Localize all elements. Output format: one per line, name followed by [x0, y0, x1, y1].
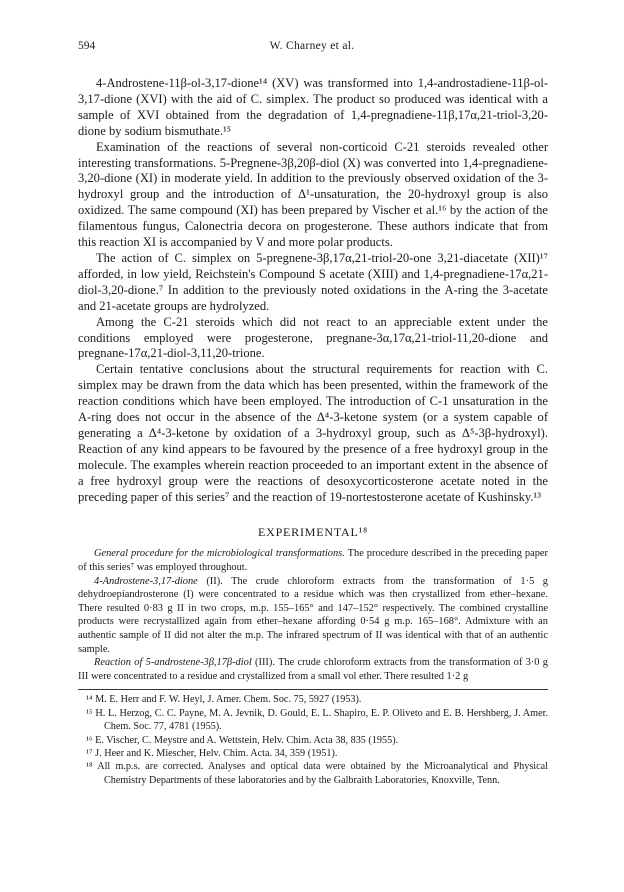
paragraph-5: Certain tentative conclusions about the structural requirements for reaction with C. simplex may be drawn from the data which has been presented, within the framework of the reaction conditions which have been employed. The introduction of C-1 unsaturation in the A-ring does not occur in the absence of the Δ⁴-3-ketone system (or a system capable of generating a Δ⁴-3-ketone by oxidation of a 3-hydroxyl group, such as Δ⁵-3β-hydroxyl). Reaction of any kind appears to be favoured by the presence of a free hydroxyl group in the molecule. The examples wherein reaction proceeded to an important extent in the absence of a free hydroxyl group were the reactions of desoxycorticosterone acetate noted in the preceding paper of this series⁷ and the reaction of 19-nortestosterone acetate of Kushinsky.¹³: [78, 362, 548, 504]
page-number: 594: [78, 40, 96, 52]
experimental-subheading-1: General procedure for the microbiological transformations.: [94, 548, 345, 560]
paragraph-4: Among the C-21 steroids which did not react to an appreciable extent under the conditions employed were progesterone, pregnane-3α,17α,21-triol-11,20-dione and pregnane-17α,21-diol-3,11,20-trione.: [78, 314, 548, 361]
experimental-paragraph-2: [78, 575, 548, 657]
experimental-text-1: The procedure described in the preceding paper of this series⁷ was employed throughout.: [78, 548, 548, 573]
experimental-subheading-3: Reaction of 5-androstene-3β,17β-diol: [94, 657, 252, 669]
experimental-text-3: (III). The crude chloroform extracts from the transformation of 3·0 g III were concentrated to a residue and crystallized from a small vol ether. There resulted 1·2 g: [78, 657, 548, 682]
experimental-section: [78, 547, 548, 683]
running-title: W. Charney et al.: [269, 40, 355, 52]
footnote-16: ¹⁶ E. Vischer, C. Meystre and A. Wettstein, Helv. Chim. Acta 38, 835 (1955).: [86, 734, 399, 746]
footnote-14: ¹⁴ M. E. Herr and F. W. Heyl, J. Amer. Chem. Soc. 75, 5927 (1953).: [86, 694, 362, 706]
footnotes: [78, 693, 548, 787]
experimental-heading: EXPERIMENTAL¹⁸: [257, 525, 368, 540]
paragraph-2: Examination of the reactions of several non-corticoid C-21 steroids revealed other interesting transformations. 5-Pregnene-3β,20β-diol (X) was converted into 1,4-pregnadiene-3,20-dione (XI) in moderate yield. In addition to the previously observed oxidation of the 3-hydroxyl group and the introduction of Δ¹-unsaturation, the 20-hydroxyl group is also oxidized. The same compound (XI) has been prepared by Vischer et al.¹⁶ by the action of the filamentous fungus, Calonectria decora on progesterone. These authors indicate that from this reaction XI is accompanied by V and more polar products.: [78, 139, 548, 250]
experimental-text-2: (II). The crude chloroform extracts from the transformation of 1·5 g dehydroepiandrosterone (I) were concentrated to a residue which was then crystallized from ether–hexane. There resulted 0·83 g II in two crops, m.p. 155–165° and 147–152° respectively. The combined crystalline products were recrystallized again from ether–hexane affording 0·54 g m.p. 165–168°. Admixture with an authentic sample of II did not alter the m.p. The infrared spectrum of II was identical with that of an authentic sample.: [78, 575, 548, 655]
article-body: [78, 76, 548, 787]
footnote-17: ¹⁷ J. Heer and K. Miescher, Helv. Chim. Acta. 34, 359 (1951).: [86, 747, 338, 759]
experimental-paragraph-3: [78, 656, 548, 683]
footnote-18: ¹⁸ All m.p.s. are corrected. Analyses and optical data were obtained by the Microanalytical and Physical Chemistry Departments of these laboratories and by the Galbraith Laboratories, Knoxville, Tenn.: [86, 761, 548, 786]
footnote-divider: [78, 689, 548, 690]
paragraph-1: 4-Androstene-11β-ol-3,17-dione¹⁴ (XV) was transformed into 1,4-androstadiene-11β-ol-3,17-dione (XVI) with the aid of C. simplex. The product so produced was identical with a sample of XVI obtained from the degradation of 1,4-pregnadiene-11β,17α,21-triol-3,20-dione by sodium bismuthate.¹⁵: [78, 76, 548, 138]
page-header: [78, 40, 546, 56]
footnote-15: ¹⁵ H. L. Herzog, C. C. Payne, M. A. Jevnik, D. Gould, E. L. Shapiro, E. P. Oliveto and E. B. Hershberg, J. Amer. Chem. Soc. 77, 4781 (1955).: [86, 707, 548, 733]
experimental-subheading-2: 4-Androstene-3,17-dione: [94, 575, 198, 587]
paragraph-3: The action of C. simplex on 5-pregnene-3β,17α,21-triol-20-one 3,21-diacetate (XII)¹⁷ afforded, in low yield, Reichstein's Compound S acetate (XIII) and 1,4-pregnadiene-17α,21-diol-3,20-dione.⁷ In addition to the previously noted oxidations in the A-ring the 3-acetate and 21-acetate groups are hydrolyzed.: [78, 250, 548, 313]
experimental-paragraph-1: [78, 547, 548, 574]
